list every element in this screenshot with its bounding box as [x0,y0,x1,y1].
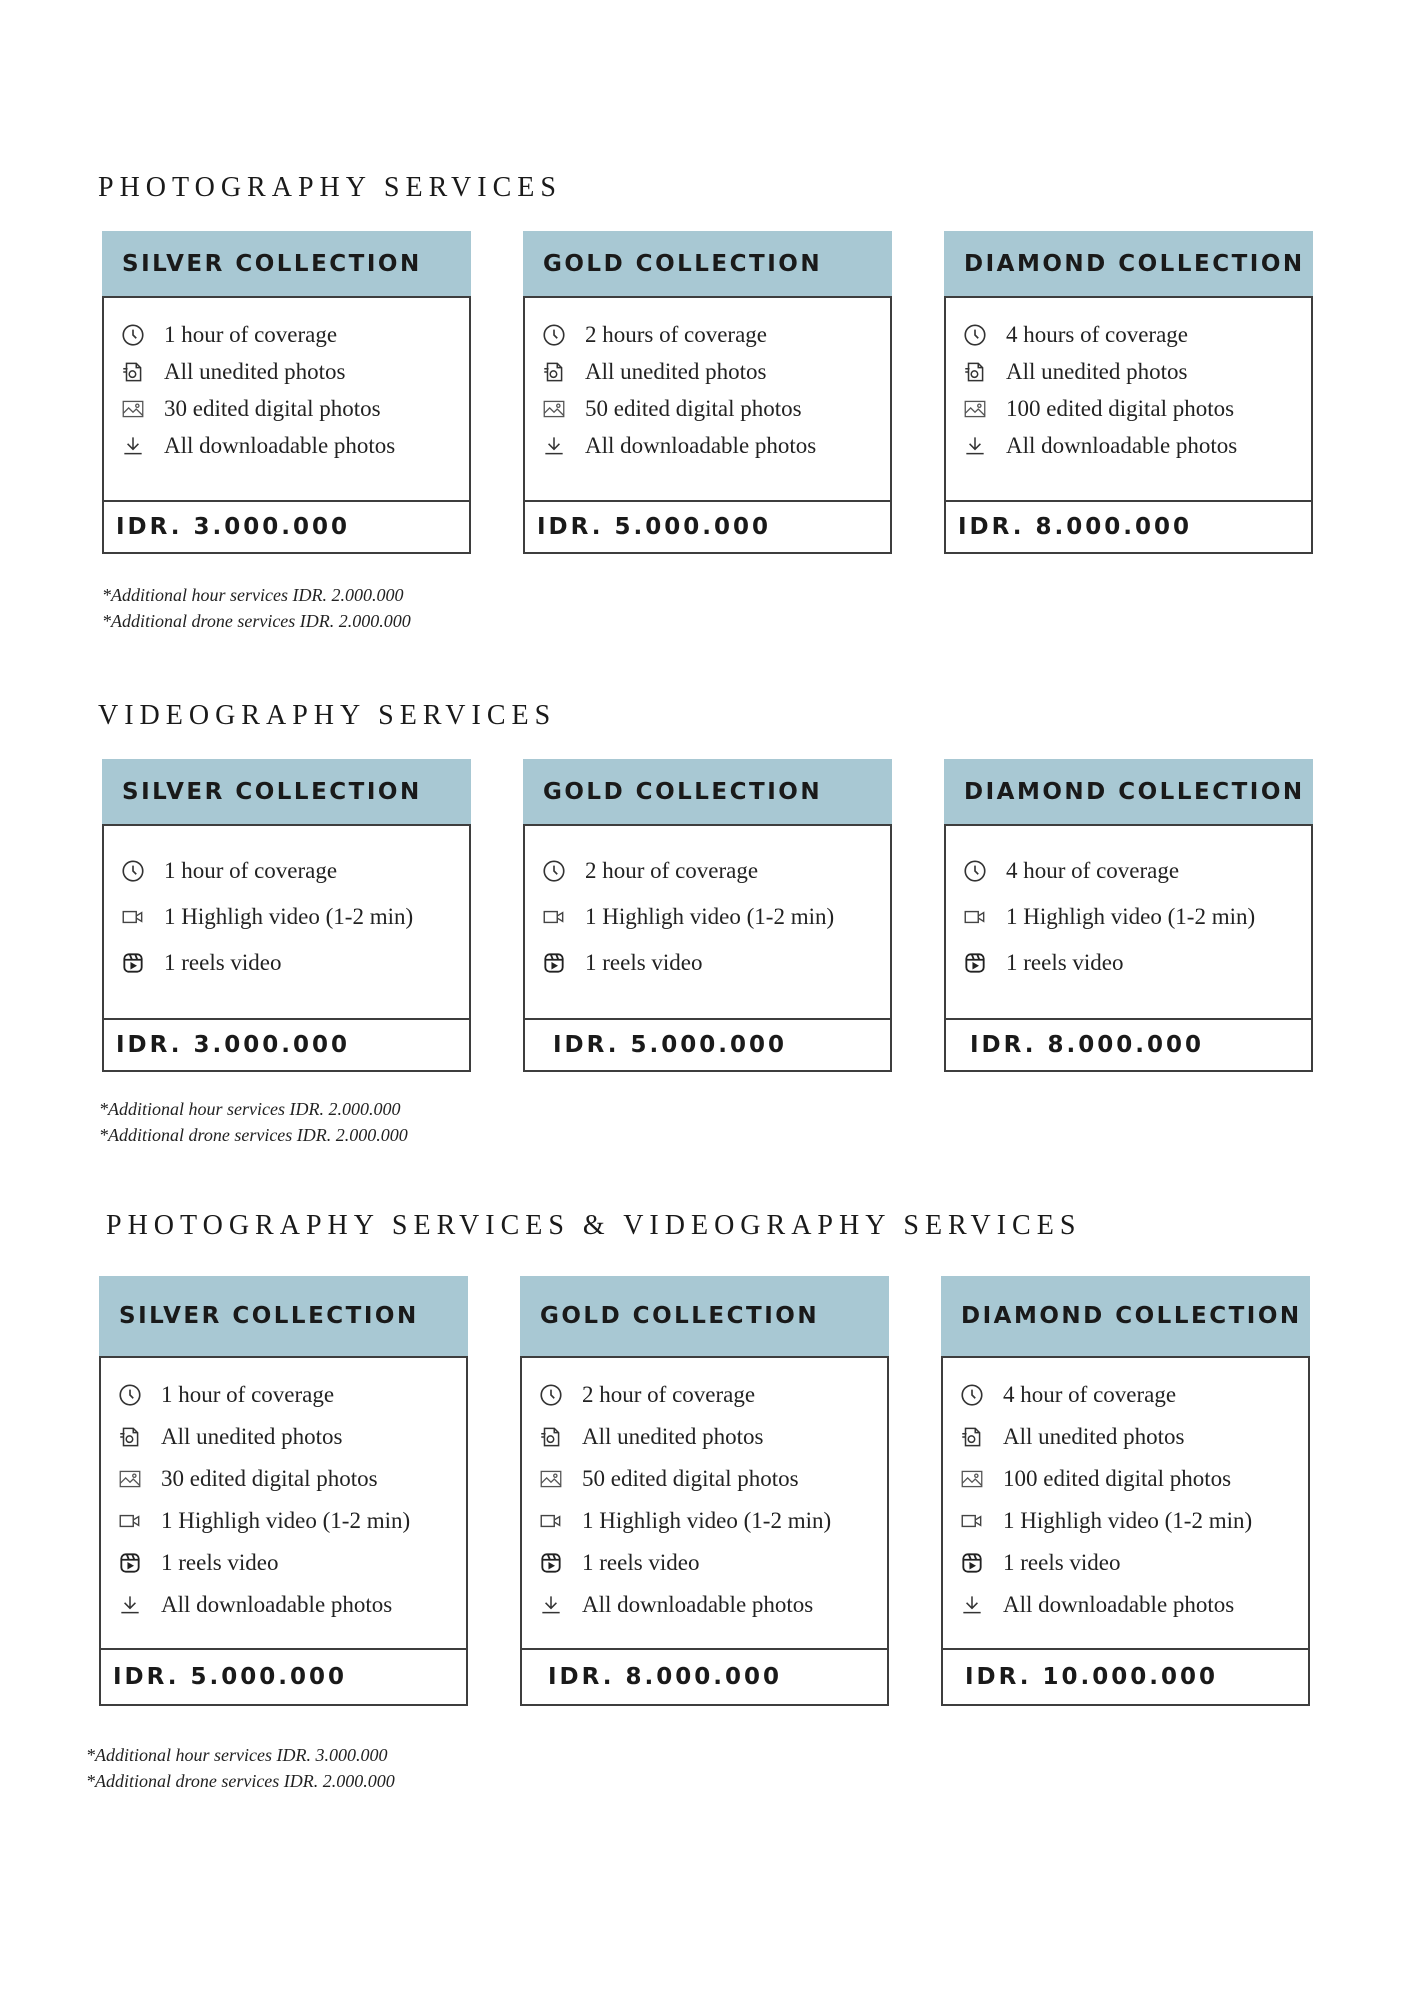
feature-text: 1 reels video [1006,950,1124,975]
image-icon [538,1466,564,1492]
card-title: GOLD COLLECTION [540,1303,820,1329]
price-box [522,1648,887,1704]
card-silver [99,1276,468,1706]
download-icon [117,1592,143,1618]
card-gold [523,759,892,1072]
feature-item [117,1374,450,1416]
video-camera-icon [541,904,567,930]
download-icon [538,1592,564,1618]
note-line: *Additional drone services IDR. 2.000.000 [102,611,411,631]
feature-text: 50 edited digital photos [582,1466,799,1491]
reels-icon [538,1550,564,1576]
clock-icon [959,1382,985,1408]
feature-item [962,848,1295,894]
card-features [943,1356,1308,1648]
feature-item [538,1584,871,1626]
card-header [99,1276,468,1356]
price-text: IDR. 10.000.000 [965,1664,1219,1690]
feature-text: 2 hours of coverage [585,321,768,347]
card-diamond [944,759,1313,1072]
feature-item [541,894,874,940]
feature-item [120,894,453,940]
note-line: *Additional hour services IDR. 3.000.000 [86,1745,388,1765]
card-header [944,231,1313,296]
feature-item [962,390,1295,427]
photo-file-icon [959,1424,985,1450]
card-features [522,1356,887,1648]
feature-item [962,940,1295,986]
feature-text: 2 hour of coverage [582,1382,756,1407]
feature-item [541,427,874,464]
card-features [525,824,890,1018]
feature-item [541,848,874,894]
feature-item [117,1584,450,1626]
clock-icon [962,858,988,884]
feature-text: 1 Highligh video (1-2 min) [161,1508,411,1533]
card-header [523,759,892,824]
feature-text: All unedited photos [585,358,767,384]
feature-text: 30 edited digital photos [164,395,381,421]
photo-file-icon [117,1424,143,1450]
price-text: IDR. 5.000.000 [537,514,772,540]
feature-item [538,1416,871,1458]
card-silver [102,759,471,1072]
card-header [102,231,471,296]
feature-text: All downloadable photos [1003,1592,1235,1617]
notes [99,1096,408,1148]
card-title: SILVER COLLECTION [122,778,422,805]
video-camera-icon [962,904,988,930]
note-line: *Additional drone services IDR. 2.000.000 [99,1125,408,1145]
feature-text: All downloadable photos [164,432,396,458]
card-title: DIAMOND COLLECTION [961,1303,1302,1329]
video-camera-icon [117,1508,143,1534]
image-icon [959,1466,985,1492]
section-title-photography: PHOTOGRAPHY SERVICES [98,172,562,203]
reels-icon [959,1550,985,1576]
feature-text: All downloadable photos [1006,432,1238,458]
photo-file-icon [538,1424,564,1450]
video-camera-icon [959,1508,985,1534]
price-box [943,1648,1308,1704]
feature-text: All unedited photos [582,1424,764,1449]
card-silver [102,231,471,554]
card-header [941,1276,1310,1356]
download-icon [959,1592,985,1618]
feature-text: 1 hour of coverage [161,1382,335,1407]
photo-file-icon [541,359,567,385]
feature-item [962,353,1295,390]
section-title-photo-video: PHOTOGRAPHY SERVICES & VIDEOGRAPHY SERVICES [106,1210,1082,1241]
price-text: IDR. 5.000.000 [113,1664,348,1690]
feature-item [120,353,453,390]
feature-item [962,427,1295,464]
clock-icon [120,322,146,348]
feature-text: 4 hour of coverage [1003,1382,1177,1407]
feature-text: 1 Highligh video (1-2 min) [1003,1508,1253,1533]
card-header [102,759,471,824]
card-gold [523,231,892,554]
feature-text: All unedited photos [1003,1424,1185,1449]
reels-icon [962,950,988,976]
feature-item [538,1458,871,1500]
feature-item [120,390,453,427]
card-features [104,296,469,500]
feature-text: 50 edited digital photos [585,395,802,421]
card-features [525,296,890,500]
card-title: SILVER COLLECTION [119,1303,419,1329]
clock-icon [962,322,988,348]
feature-item [959,1500,1292,1542]
clock-icon [117,1382,143,1408]
clock-icon [541,858,567,884]
feature-item [962,316,1295,353]
card-title: DIAMOND COLLECTION [964,778,1305,805]
feature-text: 4 hour of coverage [1006,858,1180,883]
image-icon [962,396,988,422]
card-diamond [941,1276,1310,1706]
price-text: IDR. 3.000.000 [116,514,351,540]
price-text: IDR. 8.000.000 [958,514,1193,540]
feature-text: 1 reels video [164,950,282,975]
card-header [523,231,892,296]
feature-text: 1 Highligh video (1-2 min) [164,904,414,929]
card-features [101,1356,466,1648]
feature-text: 100 edited digital photos [1006,395,1235,421]
feature-text: 4 hours of coverage [1006,321,1189,347]
note-line: *Additional drone services IDR. 2.000.000 [86,1771,395,1791]
feature-item [117,1542,450,1584]
image-icon [120,396,146,422]
card-title: SILVER COLLECTION [122,250,422,277]
feature-item [120,316,453,353]
clock-icon [538,1382,564,1408]
feature-text: 1 Highligh video (1-2 min) [585,904,835,929]
feature-item [538,1374,871,1416]
price-box [104,1018,469,1070]
feature-item [959,1584,1292,1626]
price-box [104,500,469,552]
card-title: GOLD COLLECTION [543,250,823,277]
video-camera-icon [120,904,146,930]
notes [102,582,411,634]
note-line: *Additional hour services IDR. 2.000.000 [102,585,404,605]
feature-text: 1 reels video [585,950,703,975]
price-text: IDR. 8.000.000 [970,1032,1205,1058]
feature-text: All unedited photos [1006,358,1188,384]
feature-item [541,353,874,390]
feature-item [959,1458,1292,1500]
download-icon [120,433,146,459]
feature-text: All downloadable photos [161,1592,393,1617]
card-gold [520,1276,889,1706]
price-box [946,500,1311,552]
feature-text: All downloadable photos [585,432,817,458]
section-title-videography: VIDEOGRAPHY SERVICES [98,700,557,731]
card-header [944,759,1313,824]
reels-icon [541,950,567,976]
reels-icon [120,950,146,976]
photo-file-icon [962,359,988,385]
feature-item [117,1458,450,1500]
feature-text: All unedited photos [161,1424,343,1449]
price-box [525,1018,890,1070]
download-icon [962,433,988,459]
feature-text: 1 Highligh video (1-2 min) [582,1508,832,1533]
feature-text: 1 reels video [1003,1550,1121,1575]
feature-item [541,940,874,986]
photo-file-icon [120,359,146,385]
card-title: GOLD COLLECTION [543,778,823,805]
feature-item [962,894,1295,940]
card-diamond [944,231,1313,554]
feature-item [541,390,874,427]
feature-item [117,1416,450,1458]
feature-item [959,1416,1292,1458]
price-box [525,500,890,552]
card-features [946,296,1311,500]
feature-text: All unedited photos [164,358,346,384]
feature-text: 1 reels video [161,1550,279,1575]
feature-item [120,940,453,986]
feature-text: 1 reels video [582,1550,700,1575]
feature-item [538,1542,871,1584]
clock-icon [120,858,146,884]
feature-item [959,1542,1292,1584]
feature-item [117,1500,450,1542]
image-icon [541,396,567,422]
price-box [946,1018,1311,1070]
feature-item [959,1374,1292,1416]
feature-text: 100 edited digital photos [1003,1466,1232,1491]
clock-icon [541,322,567,348]
price-box [101,1648,466,1704]
notes [86,1742,395,1794]
feature-text: 2 hour of coverage [585,858,759,883]
download-icon [541,433,567,459]
card-features [946,824,1311,1018]
reels-icon [117,1550,143,1576]
card-header [520,1276,889,1356]
card-title: DIAMOND COLLECTION [964,250,1305,277]
price-text: IDR. 8.000.000 [548,1664,783,1690]
price-text: IDR. 3.000.000 [116,1032,351,1058]
feature-text: 1 Highligh video (1-2 min) [1006,904,1256,929]
feature-text: 30 edited digital photos [161,1466,378,1491]
image-icon [117,1466,143,1492]
price-text: IDR. 5.000.000 [553,1032,788,1058]
card-features [104,824,469,1018]
feature-item [541,316,874,353]
feature-text: 1 hour of coverage [164,858,338,883]
note-line: *Additional hour services IDR. 2.000.000 [99,1099,401,1119]
feature-text: All downloadable photos [582,1592,814,1617]
feature-item [120,427,453,464]
feature-item [120,848,453,894]
feature-item [538,1500,871,1542]
video-camera-icon [538,1508,564,1534]
feature-text: 1 hour of coverage [164,321,338,347]
